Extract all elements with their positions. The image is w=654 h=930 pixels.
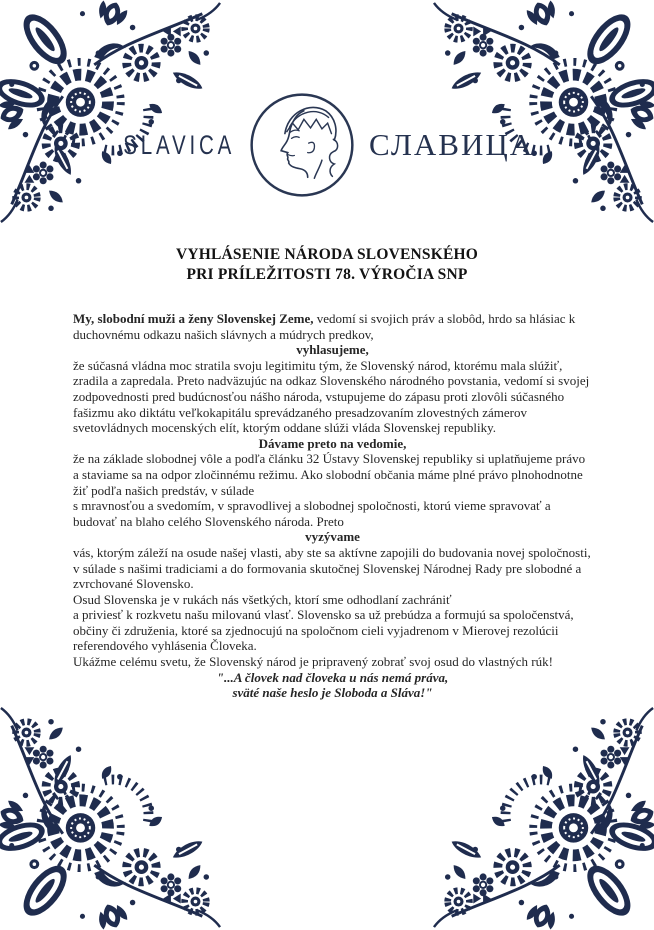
document-title <box>0 245 654 285</box>
heading-davame-na-vedomie: Dávame preto na vedomie, <box>258 435 407 451</box>
woman-profile-icon <box>245 88 359 202</box>
title-line-1: VYHLÁSENIE NÁRODA SLOVENSKÉHO <box>175 246 479 263</box>
preamble-rest: vedomí si svojich práv a slobôd, hrdo sa hlásiac k duchovnému odkazu našich slávnych a múdrych predkov, <box>73 311 576 342</box>
fate-part-2: a priviesť k rozkvetu našu milovanú vlasť. Slovensko sa už prebúdza a formujú sa spoločenstvá, občiny či združenia, ktoré sa zjednocujú na spoločnom cieli vyjadrenom v Mierovej rezolúcii referendového vyhlásenia Človeka. <box>73 607 574 654</box>
folk-ornament-bottom-right-icon <box>432 706 654 930</box>
preamble-lead: My, slobodní muži a ženy Slovenskej Zeme, <box>73 311 314 326</box>
slavica-logo <box>0 88 638 202</box>
paragraph-constitution <box>73 451 592 529</box>
quote-line-2: sväté naše heslo je Sloboda a Sláva!" <box>232 685 433 701</box>
fate-part-1: Osud Slovenska je v rukách nás všetkých, ktorí sme odhodlaní zachrániť <box>73 591 452 607</box>
heading-vyzyvame: vyzývame <box>305 529 360 545</box>
title-line-2: PRI PRÍLEŽITOSTI 78. VÝROČIA SNP <box>186 266 468 283</box>
heading-vyhlasujeme: vyhlasujeme, <box>296 342 369 358</box>
paragraph-legitimacy: že súčasná vládna moc stratila svoju legitimitu tým, že Slovenský národ, ktorému mala slúžiť, zradila a zapredala. Preto nadväzujúc na odkaz Slovenského národného povstania, vedomí si svojej zodpovednosti pred budúcnosťou nášho národa, vstupujeme do zápasu proti zlovôli súčasného fašizmu ako diktátu veľkokapitálu sprevádzaného presadzovaním zlovestných zámerov svetovládnych mocenských elít, ktorým oddane slúži vláda Slovenskej republiky. <box>73 357 590 436</box>
closing-quote <box>73 670 592 701</box>
constitution-part-1: že na základe slobodnej vôle a podľa článku 32 Ústavy Slovenskej republiky si uplatňujeme právo a staviame sa na odpor zločinnému režimu. Ako slobodní občania máme plné právo plnohodnotne žiť podľa našich predstáv, v súlade <box>73 451 586 498</box>
constitution-part-2: s mravnosťou a svedomím, v spravodlivej a slobodnej spoločnosti, ktorú vieme spravovať a budovať na blaho celého Slovenského národa. Preto <box>73 498 551 529</box>
paragraph-call-to-action: vás, ktorým záleží na osude našej vlasti, aby ste sa aktívne zapojili do budovania novej spoločnosti, v súlade s našimi tradiciami a do formovania skutočnej Slovenskej Národnej Rady pre slobodné a zvrchované Slovensko. <box>73 544 591 592</box>
quote-line-1: "...A človek nad človeka u nás nemá práva, <box>216 669 449 685</box>
folk-ornament-bottom-left-icon <box>0 706 222 930</box>
paragraph-show-the-world: Ukážme celému svetu, že Slovenský národ je pripravený zobrať svoj osud do vlastných rúk! <box>73 654 553 670</box>
logo-latin-text: SLAVICA <box>123 129 235 160</box>
paragraph-preamble <box>73 311 592 342</box>
document-body <box>73 311 592 701</box>
paragraph-fate-of-slovakia <box>73 592 592 654</box>
logo-cyrillic-text: СЛАВИЦА <box>368 127 535 162</box>
